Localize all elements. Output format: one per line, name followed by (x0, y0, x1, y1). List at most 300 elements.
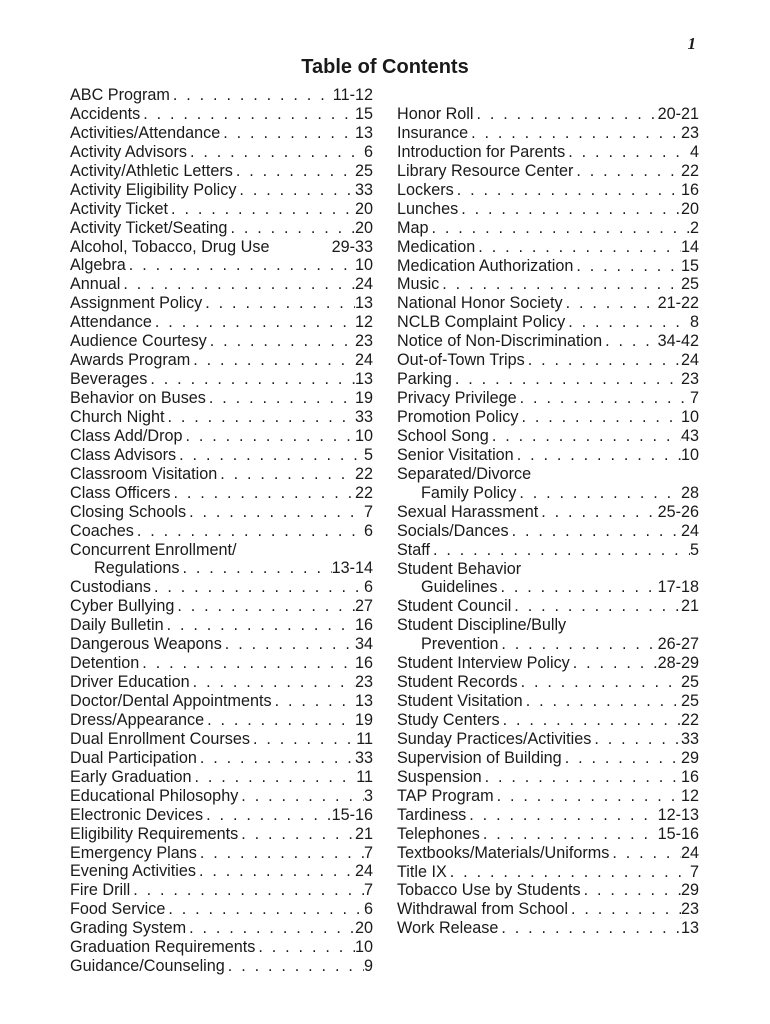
toc-entry-label: Suspension (397, 767, 482, 786)
toc-entry (397, 257, 699, 276)
toc-entry-label: Student Behavior (397, 559, 522, 578)
toc-entry-page: 16 (354, 654, 373, 673)
toc-entry-label: Beverages (70, 370, 148, 389)
toc-entry-label: Assignment Policy (70, 294, 203, 313)
toc-entry-page: 6 (363, 900, 373, 919)
toc-entry-page: 24 (354, 275, 373, 294)
toc-entry-label: Dress/Appearance (70, 710, 205, 729)
toc-entry (70, 351, 373, 370)
dot-leader (250, 730, 356, 749)
toc-entry (70, 635, 373, 654)
toc-entry-page: 10 (354, 256, 373, 275)
toc-entry-label: Eligibility Requirements (70, 824, 239, 843)
toc-entry-page: 11 (356, 767, 373, 786)
dot-leader (480, 825, 658, 844)
dot-leader (518, 673, 681, 692)
toc-entry (397, 162, 699, 181)
toc-entry-label: Student Interview Policy (397, 654, 570, 673)
dot-leader (151, 578, 364, 597)
toc-entry (70, 616, 373, 635)
toc-entry-page: 25-26 (657, 502, 699, 521)
toc-entry-label: Detention (70, 654, 140, 673)
toc-entry (70, 294, 373, 313)
toc-entry-label: Food Service (70, 900, 166, 919)
toc-entry-page: 24 (354, 351, 373, 370)
toc-entry-label: Activity Advisors (70, 142, 187, 161)
toc-entry-page: 33 (354, 407, 373, 426)
toc-entry-label: Dual Enrollment Courses (70, 729, 250, 748)
toc-entry (397, 844, 699, 863)
toc-entry-label: Withdrawal from School (397, 900, 568, 919)
toc-entry-page: 29 (680, 881, 699, 900)
dot-leader (525, 351, 681, 370)
toc-entry (70, 597, 373, 616)
toc-entry-page: 20 (354, 218, 373, 237)
toc-entry (397, 692, 699, 711)
dot-leader (439, 275, 681, 294)
toc-entry-label: Regulations (94, 559, 180, 578)
toc-entry-page: 26-27 (657, 635, 699, 654)
toc-entry-page: 24 (354, 862, 373, 881)
toc-entry (397, 749, 699, 768)
dot-leader (206, 389, 355, 408)
toc-entry-page: 21 (680, 597, 699, 616)
toc-entry (397, 351, 699, 370)
toc-entry-label: ABC Program (70, 86, 170, 104)
toc-entry (70, 181, 373, 200)
toc-entry-page: 11 (356, 729, 373, 748)
toc-entry-page: 28 (680, 483, 699, 502)
dot-leader (238, 825, 355, 844)
toc-entry-label: Family Policy (421, 483, 517, 502)
toc-entry (70, 825, 373, 844)
toc-entry-page: 10 (354, 938, 373, 957)
toc-entry-page: 29 (680, 748, 699, 767)
toc-entry-page: 16 (680, 767, 699, 786)
toc-entry (70, 957, 373, 976)
toc-entry-page: 22 (354, 483, 373, 502)
toc-entry-page: 25 (680, 673, 699, 692)
toc-entry-label: Sexual Harassment (397, 502, 539, 521)
dot-leader (562, 749, 681, 768)
dot-leader (509, 522, 681, 541)
toc-entry (70, 162, 373, 181)
toc-entry-label: Medication (397, 237, 476, 256)
toc-entry (70, 692, 373, 711)
dot-leader (186, 919, 355, 938)
toc-entry (397, 711, 699, 730)
toc-entry-label: Driver Education (70, 673, 190, 692)
toc-entry-page: 5 (363, 445, 373, 464)
toc-entry (397, 881, 699, 900)
toc-entry (70, 938, 373, 957)
dot-leader (511, 597, 681, 616)
toc-entry (397, 597, 699, 616)
dot-leader (429, 219, 690, 238)
toc-entry-label: Lunches (397, 199, 459, 218)
dot-leader (570, 654, 658, 673)
toc-entry-page: 15 (680, 256, 699, 275)
toc-entry-label: Classroom Visitation (70, 464, 218, 483)
toc-entry-label: Educational Philosophy (70, 786, 239, 805)
toc-entry (70, 332, 373, 351)
toc-entry (70, 124, 373, 143)
dot-leader (236, 181, 355, 200)
toc-entry-label: Student Council (397, 597, 512, 616)
toc-entry (70, 503, 373, 522)
toc-entry-page: 19 (354, 389, 373, 407)
toc-entry-label: Alcohol, Tobacco, Drug Use (70, 237, 270, 256)
dot-leader (202, 294, 355, 313)
toc-entry (397, 370, 699, 389)
toc-entry-page: 23 (680, 370, 699, 389)
toc-entry-label: Awards Program (70, 351, 191, 370)
toc-entry (397, 313, 699, 332)
toc-entry-page: 4 (689, 142, 699, 161)
toc-entry-label: Attendance (70, 313, 152, 332)
dot-leader (489, 427, 681, 446)
dot-leader (182, 427, 355, 446)
toc-entry-page: 20 (354, 919, 373, 938)
toc-entry (70, 143, 373, 162)
toc-entry-page: 13 (354, 692, 373, 710)
toc-entry (397, 200, 699, 219)
toc-entry (70, 465, 373, 484)
toc-entry-label: Medication Authorization (397, 256, 574, 275)
toc-entry-label: Library Resource Center (397, 161, 574, 180)
toc-entry (397, 787, 699, 806)
toc-entry-page: 2 (689, 218, 699, 237)
toc-entry (70, 900, 373, 919)
dot-leader (591, 730, 681, 749)
dot-leader (272, 692, 355, 711)
toc-entry-label: Algebra (70, 256, 126, 275)
toc-entry-label: NCLB Complaint Policy (397, 313, 566, 332)
toc-entry (70, 105, 373, 124)
dot-leader (170, 484, 355, 503)
toc-entry (70, 730, 373, 749)
toc-entry-page: 9 (363, 957, 373, 976)
toc-entry (397, 541, 699, 560)
toc-entry-page: 16 (680, 180, 699, 199)
dot-leader (152, 313, 355, 332)
toc-entry-label: Activity Ticket (70, 199, 169, 218)
dot-leader (466, 806, 657, 825)
toc-entry-page: 15-16 (331, 805, 373, 824)
toc-entry-label: Electronic Devices (70, 805, 204, 824)
dot-leader (130, 881, 364, 900)
toc-entry (70, 389, 373, 408)
dot-leader (168, 200, 355, 219)
dot-leader (516, 484, 681, 503)
toc-entry-page: 7 (363, 843, 373, 862)
toc-entry-page: 25 (680, 275, 699, 294)
toc-entry-page: 13 (354, 370, 373, 389)
toc-entry (397, 465, 699, 484)
toc-entry (70, 578, 373, 597)
page-number: 1 (687, 34, 696, 53)
toc-entry (70, 446, 373, 465)
dot-leader (473, 105, 657, 124)
dot-leader (475, 238, 681, 257)
dot-leader (498, 919, 681, 938)
toc-entry-page: 17-18 (657, 578, 699, 597)
toc-entry (397, 768, 699, 787)
dot-leader (573, 162, 681, 181)
toc-entry-label: Guidance/Counseling (70, 957, 225, 976)
toc-entry-page: 16 (354, 616, 373, 635)
toc-entry (70, 200, 373, 219)
dot-leader (190, 351, 355, 370)
dot-leader (126, 256, 355, 275)
toc-entry-page: 13 (680, 919, 699, 938)
toc-entry-page: 23 (680, 900, 699, 919)
toc-entry-label: Church Night (70, 407, 165, 426)
toc-entry (397, 238, 699, 257)
toc-entry-label: Doctor/Dental Appointments (70, 692, 272, 710)
dot-leader (164, 408, 355, 427)
toc-entry (397, 105, 699, 124)
toc-entry-page: 5 (689, 540, 699, 559)
toc-entry (397, 578, 699, 597)
dot-leader (165, 900, 364, 919)
toc-entry (397, 730, 699, 749)
toc-entry-page: 22 (680, 161, 699, 180)
toc-entry-page: 21-22 (657, 294, 699, 313)
toc-entry-label: Fire Drill (70, 881, 131, 900)
toc-entry-label: Emergency Plans (70, 843, 197, 862)
toc-entry-page: 29-33 (331, 237, 373, 256)
toc-entry (70, 711, 373, 730)
toc-entry-label: Student Discipline/Bully (397, 616, 567, 635)
toc-entry-label: Cyber Bullying (70, 597, 175, 616)
toc-entry (397, 919, 699, 938)
dot-leader (452, 370, 681, 389)
toc-entry-label: Grading System (70, 919, 187, 938)
toc-entry (70, 749, 373, 768)
toc-entry-label: Promotion Policy (397, 408, 519, 426)
dot-leader (220, 124, 355, 143)
toc-entry-page: 13 (354, 123, 373, 142)
toc-entry (70, 881, 373, 900)
dot-leader (538, 503, 657, 522)
toc-entry-page: 20-21 (657, 105, 699, 123)
toc-entry-label: Study Centers (397, 711, 500, 729)
dot-leader (186, 503, 364, 522)
dot-leader (204, 711, 355, 730)
toc-entry (397, 294, 699, 313)
toc-entry (397, 863, 699, 882)
toc-entry-page: 12 (680, 786, 699, 805)
toc-entry-page: 15-16 (657, 824, 699, 843)
toc-entry-page: 20 (354, 199, 373, 218)
dot-leader (255, 938, 355, 957)
toc-entry (70, 86, 373, 105)
dot-leader (147, 370, 355, 389)
toc-entry (70, 654, 373, 673)
toc-entry-label: Senior Visitation (397, 445, 514, 464)
toc-entry-label: National Honor Society (397, 294, 563, 313)
toc-entry-label: Evening Activities (70, 862, 196, 881)
toc-entry-label: Work Release (397, 919, 499, 938)
toc-entry-page: 10 (354, 426, 373, 445)
toc-entry (397, 446, 699, 465)
toc-entry-page: 43 (680, 426, 699, 445)
toc-entry-page: 19 (354, 710, 373, 729)
toc-entry-page: 33 (680, 729, 699, 748)
toc-entry-label: Coaches (70, 521, 134, 540)
dot-leader (468, 124, 681, 143)
toc-entry-page: 33 (354, 180, 373, 199)
toc-entry (70, 522, 373, 541)
toc-entry-page: 6 (363, 142, 373, 161)
toc-entry (70, 559, 373, 578)
toc-entry-label: Privacy Privilege (397, 389, 517, 408)
toc-entry-page: 23 (680, 123, 699, 142)
toc-entry-page: 24 (680, 351, 699, 370)
toc-entry (397, 484, 699, 503)
toc-entry (397, 560, 699, 579)
toc-entry-label: Custodians (70, 578, 151, 597)
dot-leader (238, 787, 364, 806)
dot-leader (190, 673, 355, 692)
dot-leader (565, 143, 690, 162)
toc-entry (70, 844, 373, 863)
toc-entry-label: Insurance (397, 123, 469, 142)
toc-entry (70, 219, 373, 238)
toc-entry-page: 28-29 (657, 654, 699, 673)
toc-entry-page: 11-12 (332, 86, 373, 104)
toc-entry (70, 275, 373, 294)
toc-entry-label: Activity Ticket/Seating (70, 218, 228, 237)
toc-entry-label: Tardiness (397, 805, 467, 824)
toc-entry (397, 806, 699, 825)
toc-entry-page: 25 (354, 161, 373, 180)
toc-entry-page: 8 (689, 313, 699, 332)
toc-entry-page: 12 (354, 313, 373, 332)
toc-entry-page: 21 (354, 824, 373, 843)
toc-entry (397, 522, 699, 541)
dot-leader (498, 578, 658, 597)
dot-leader (120, 275, 355, 294)
toc-entry (70, 427, 373, 446)
toc-entry (70, 806, 373, 825)
toc-entry-page: 7 (689, 862, 699, 881)
dot-leader (573, 257, 681, 276)
dot-leader (498, 635, 657, 654)
toc-entry (397, 825, 699, 844)
dot-leader (581, 881, 681, 900)
dot-leader (514, 446, 681, 465)
toc-entry-page: 7 (363, 881, 373, 900)
toc-entry-page: 15 (354, 104, 373, 123)
dot-leader (609, 844, 681, 863)
dot-leader (134, 522, 364, 541)
toc-entry-label: Notice of Non-Discrimination (397, 332, 603, 351)
toc-entry-label: Early Graduation (70, 767, 192, 786)
toc-entry-label: Audience Courtesy (70, 332, 207, 351)
toc-entry-label: Student Records (397, 673, 518, 692)
toc-entry-page: 12-13 (657, 805, 699, 824)
toc-entry-label: Map (397, 218, 429, 237)
toc-entry-label: Closing Schools (70, 502, 187, 521)
toc-entry-page: 34 (354, 635, 373, 654)
toc-entry (397, 673, 699, 692)
toc-entry-label: Daily Bulletin (70, 616, 164, 635)
toc-entry-label: Class Add/Drop (70, 426, 183, 445)
dot-leader (602, 332, 657, 351)
dot-leader (227, 219, 355, 238)
dot-leader (517, 389, 690, 408)
toc-entry-label: Supervision of Building (397, 748, 562, 767)
toc-entry (397, 635, 699, 654)
dot-leader (482, 768, 681, 787)
dot-leader (430, 541, 690, 560)
toc-entry-page: 6 (363, 578, 373, 597)
toc-entry-label: Sunday Practices/Activities (397, 729, 592, 748)
dot-leader (140, 105, 355, 124)
dot-leader (500, 711, 681, 730)
toc-entry-page: 34-42 (657, 332, 699, 351)
toc-entry (397, 124, 699, 143)
dot-leader (197, 749, 355, 768)
dot-leader (164, 616, 355, 635)
toc-entry (70, 787, 373, 806)
toc-entry-label: Tobacco Use by Students (397, 881, 581, 900)
toc-entry-page: 33 (354, 748, 373, 767)
toc-entry-label: Separated/Divorce (397, 464, 532, 483)
dot-leader (568, 900, 681, 919)
dot-leader (174, 597, 355, 616)
dot-leader (176, 446, 364, 465)
dot-leader (447, 863, 690, 882)
toc-entry-page: 20 (680, 199, 699, 218)
dot-leader (225, 957, 364, 976)
toc-entry-label: Telephones (397, 824, 480, 843)
dot-leader (458, 200, 681, 219)
toc-entry-page: 24 (680, 843, 699, 862)
toc-entry (397, 654, 699, 673)
dot-leader (523, 692, 681, 711)
dot-leader (518, 408, 681, 427)
toc-entry-label: Class Officers (70, 483, 171, 502)
toc-entry (70, 256, 373, 275)
toc-entry-page: 22 (354, 464, 373, 483)
toc-entry (70, 370, 373, 389)
toc-entry-page: 13-14 (331, 559, 373, 578)
toc-entry-label: Class Advisors (70, 445, 177, 464)
toc-entry-label: Lockers (397, 180, 454, 199)
toc-entry-label: School Song (397, 426, 489, 445)
toc-entry-label: Guidelines (421, 578, 498, 597)
toc-entry-label: Introduction for Parents (397, 142, 566, 161)
toc-entry (70, 862, 373, 881)
toc-entry (70, 673, 373, 692)
toc-entry (70, 919, 373, 938)
page-title: Table of Contents (301, 56, 469, 78)
dot-leader (196, 862, 355, 881)
dot-leader (565, 313, 690, 332)
dot-leader (203, 806, 331, 825)
toc-entry (70, 768, 373, 787)
dot-leader (563, 294, 658, 313)
toc-entry-label: Student Visitation (397, 692, 523, 711)
toc-entry-label: Honor Roll (397, 105, 474, 123)
toc-entry (397, 616, 699, 635)
toc-entry-label: Dual Participation (70, 748, 197, 767)
toc-entry-label: Prevention (421, 635, 499, 654)
dot-leader (187, 143, 364, 162)
